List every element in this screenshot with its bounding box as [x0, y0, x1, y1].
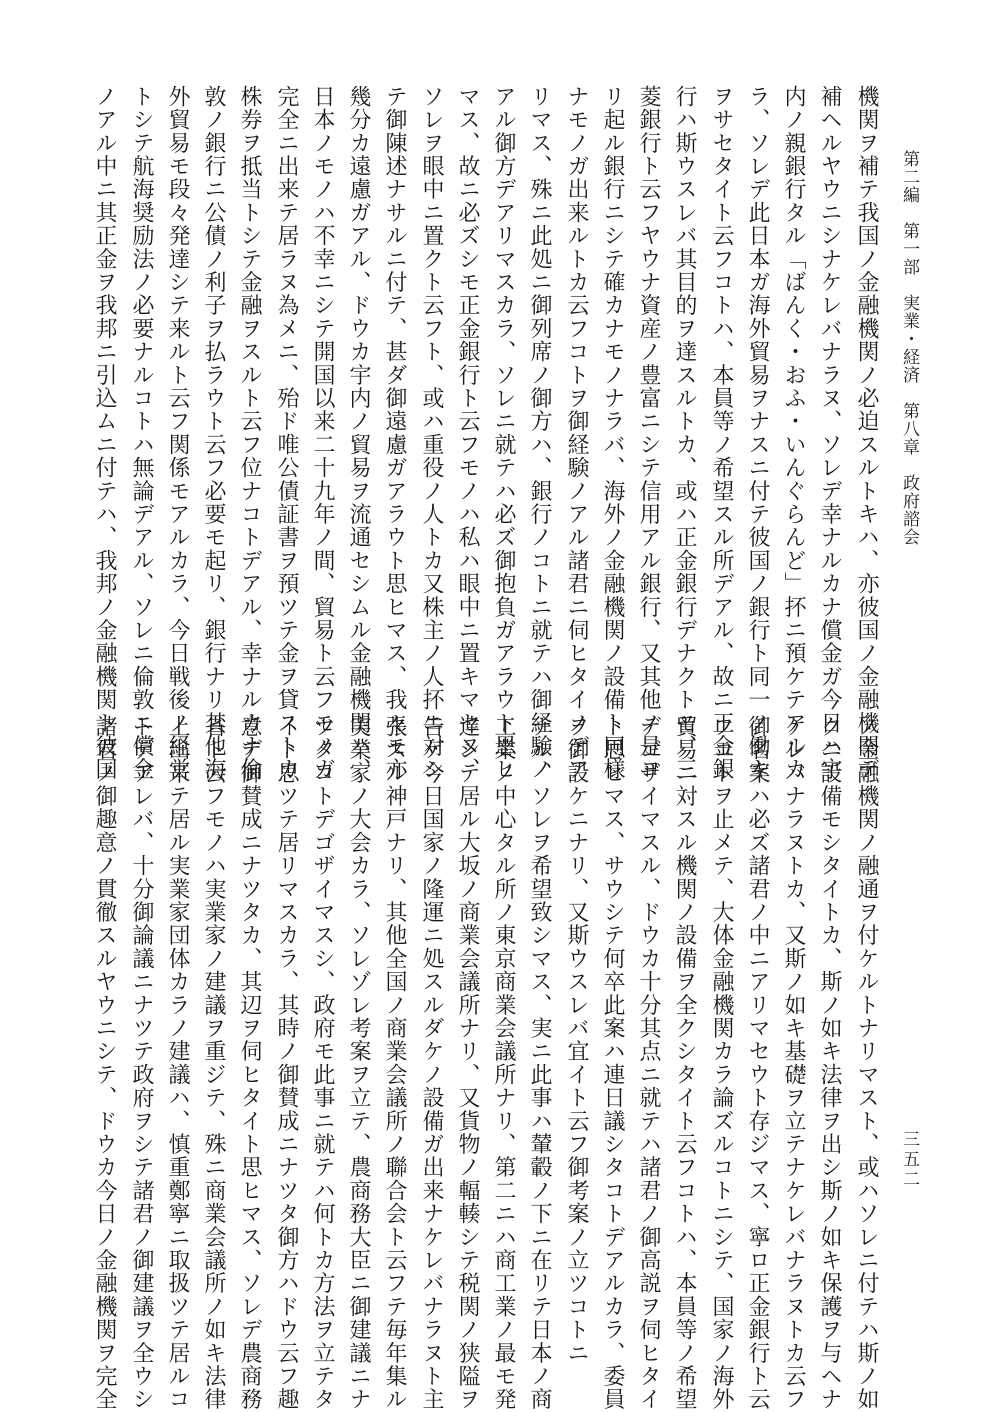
text-line: 張スル神戸ナリ、其他全国ノ商業会議所ノ聯合会ト云フテ毎年集ル — [382, 715, 407, 1411]
text-line: トシテ航海奨励法ノ必要ナルコトハ無論デアル、ソレニ倫敦ニ償金 — [129, 85, 154, 781]
text-line: クニ設備モシタイトカ、斯ノ如キ法律ヲ出シ斯ノ如キ保護ヲ与ヘナ — [817, 715, 842, 1412]
text-line: ナモノガ出来ルトカ云フコトヲ御経験ノアル諸君ニ伺ヒタイノデア — [564, 85, 589, 781]
text-line: リマス、殊ニ此処ニ御列席ノ御方ハ、銀行ノコトニ就テハ御経験ノ — [527, 85, 552, 781]
text-line: 達シテ居ル大坂ノ商業会議所ナリ、又貨物ノ輻輳シテ税関ノ狭隘ヲ — [455, 715, 480, 1411]
text-line: 工業ノ中心タル所ノ東京商業会議所ナリ、第二ニハ商工業ノ最モ発 — [491, 715, 516, 1411]
text-line: ケレバナラヌトカ、又斯ノ如キ基礎ヲ立テナケレバナラヌトカ云フ — [781, 715, 806, 1411]
text-line: ト思ヒマス、サウシテ何卒此案ハ連日議シタコトデアルカラ、委員 — [600, 715, 625, 1411]
text-line: ノアル中ニ其正金ヲ我邦ニ引込ムニ付テハ、我邦ノ金融機関ト彼国 — [92, 85, 117, 781]
text-line: ノ金融機関ノ融通ヲ付ケルトナリマスト、或ハソレニ付テハ斯ノ如 — [854, 715, 879, 1411]
text-line: アル御方デアリマスカラ、ソレニ就テハ必ズ御抱負ガアラウト思ヒ — [491, 85, 516, 781]
text-line: イト思ツテ居リマスカラ、其時ノ御賛成ニナツタ御方ハドウ云フ趣 — [274, 715, 299, 1411]
text-line: ソレヲ眼中ニ置クト云フト、或ハ重役ノ人トカ又株主ノ人抔ニ対シ — [419, 85, 444, 782]
text-line: ナル、ソレヲ希望致シマス、実ニ此事ハ輦轂ノ下ニ在リテ日本ノ商 — [527, 715, 552, 1411]
text-line: 御名案ハ必ズ諸君ノ中ニアリマセウト存ジマス、寧ロ正金銀行ト云 — [745, 715, 770, 1411]
text-line: 幾分カ遠慮ガアル、ドウカ宇内ノ貿易ヲ流通セシムル金融機関ハ、 — [346, 85, 371, 781]
running-header: 第二編 第一部 実業・経済 第八章 政府諮会 — [899, 150, 919, 546]
text-line: マス、故ニ必ズシモ正金銀行ト云フモノハ私ハ眼中ニ置キマセヌ、 — [455, 85, 480, 781]
text-line: 敦ノ銀行ニ公債ノ利子ヲ払ラウト云フ必要モ起リ、銀行ナリ其他海 — [201, 85, 226, 781]
text-line: ヲサセタイト云フコトハ、本員等ノ希望スル所デアル、故ニ正金銀 — [709, 85, 734, 781]
text-line: テ御陳述ナサルニ付テ、甚ダ御遠慮ガアラウト思ヒマス、我々モ亦 — [382, 85, 407, 781]
text-line: デゴザイマスル、ドウカ十分其点ニ就テハ諸君ノ御高説ヲ伺ヒタイ — [636, 715, 661, 1411]
text-line: ヲ御設ケニナリ、又斯ウスレバ宜イト云フ御考案ノ立ツコトニ — [564, 715, 589, 1365]
text-line: 省ト云フモノハ実業家ノ建議ヲ重ジテ、殊ニ商業会議所ノ如キ法律 — [201, 715, 226, 1411]
text-line: 上出来テ居ル実業家団体カラノ建議ハ、慎重鄭寧ニ取扱ツテ居ルコ — [165, 715, 190, 1411]
text-line: 行ハ斯ウスレバ其目的ヲ達スルトカ、或ハ正金銀行デナクトモ、三 — [672, 85, 697, 781]
text-line: 諸君ノ御趣意ノ貫徹スルヤウニシテ、ドウカ今日ノ金融機関ヲ完全 — [92, 715, 117, 1411]
text-line: 菱銀行ト云フヤウナ資産ノ豊富ニシテ信用アル銀行、又其他ノ是ヨ — [636, 85, 661, 781]
text-line: 補ヘルヤウニシナケレバナラヌ、ソレデ幸ナルカナ償金ガ今日ハ宇 — [817, 85, 842, 781]
text-line: 機関ヲ補テ我国ノ金融機関ノ必迫スルトキハ、亦彼国ノ金融機関デ — [854, 85, 879, 781]
text-line: ラ、ソレデ此日本ガ海外貿易ヲナスニ付テ彼国ノ銀行ト同一ノ働キ — [745, 85, 770, 781]
text-line: 意デ御賛成ニナツタカ、其辺ヲ伺ヒタイト思ヒマス、ソレデ農商務 — [237, 715, 262, 1411]
text-line: ツタコトデゴザイマスシ、政府モ此事ニ就テハ何トカ方法ヲ立テタ — [310, 715, 335, 1411]
text-line: 貿易ニ対スル機関ノ設備ヲ全クシタイト云フコトハ、本員等ノ希望 — [672, 715, 697, 1411]
text-line: 外貿易モ段々発達シテ来ルト云フ関係モアルカラ、今日戦後ノ経営 — [165, 85, 190, 781]
page-number: 三五二 — [899, 1130, 919, 1190]
text-line: 実業家ノ大会カラ、ソレゾレ考案ヲ立テ、農商務大臣ニ御建議ニナ — [346, 715, 371, 1411]
text-line: リ起ル銀行ニシテ確カナモノナラバ、海外ノ金融機関ノ設備ト同様 — [600, 85, 625, 781]
text-line: トデアレバ、十分御論議ニナツテ政府ヲシテ諸君ノ御建議ヲ全ウシ — [129, 715, 154, 1411]
text-line: フコトヲ止メテ、大体金融機関カラ論ズルコトニシテ、国家ノ海外 — [709, 715, 734, 1411]
text-line: 完全ニ出来テ居ラヌ為メニ、殆ド唯公債証書ヲ預ツテ金ヲ貸ストカ — [274, 85, 299, 782]
text-line: 告ゲ今日国家ノ隆運ニ処スルダケノ設備ガ出来ナケレバナラヌト主 — [419, 715, 444, 1411]
text-line: 日本ノモノハ不幸ニシテ開国以来二十九年ノ間、貿易ト云フモノガ — [310, 85, 335, 781]
text-line: 株券ヲ抵当トシテ金融ヲスルト云フ位ナコトデアル、幸ナルカナ倫 — [237, 85, 262, 781]
text-line: 内ノ親銀行タル「ばんく・おふ・いんぐらんど」抔ニ預ケテアルカ — [781, 85, 806, 781]
